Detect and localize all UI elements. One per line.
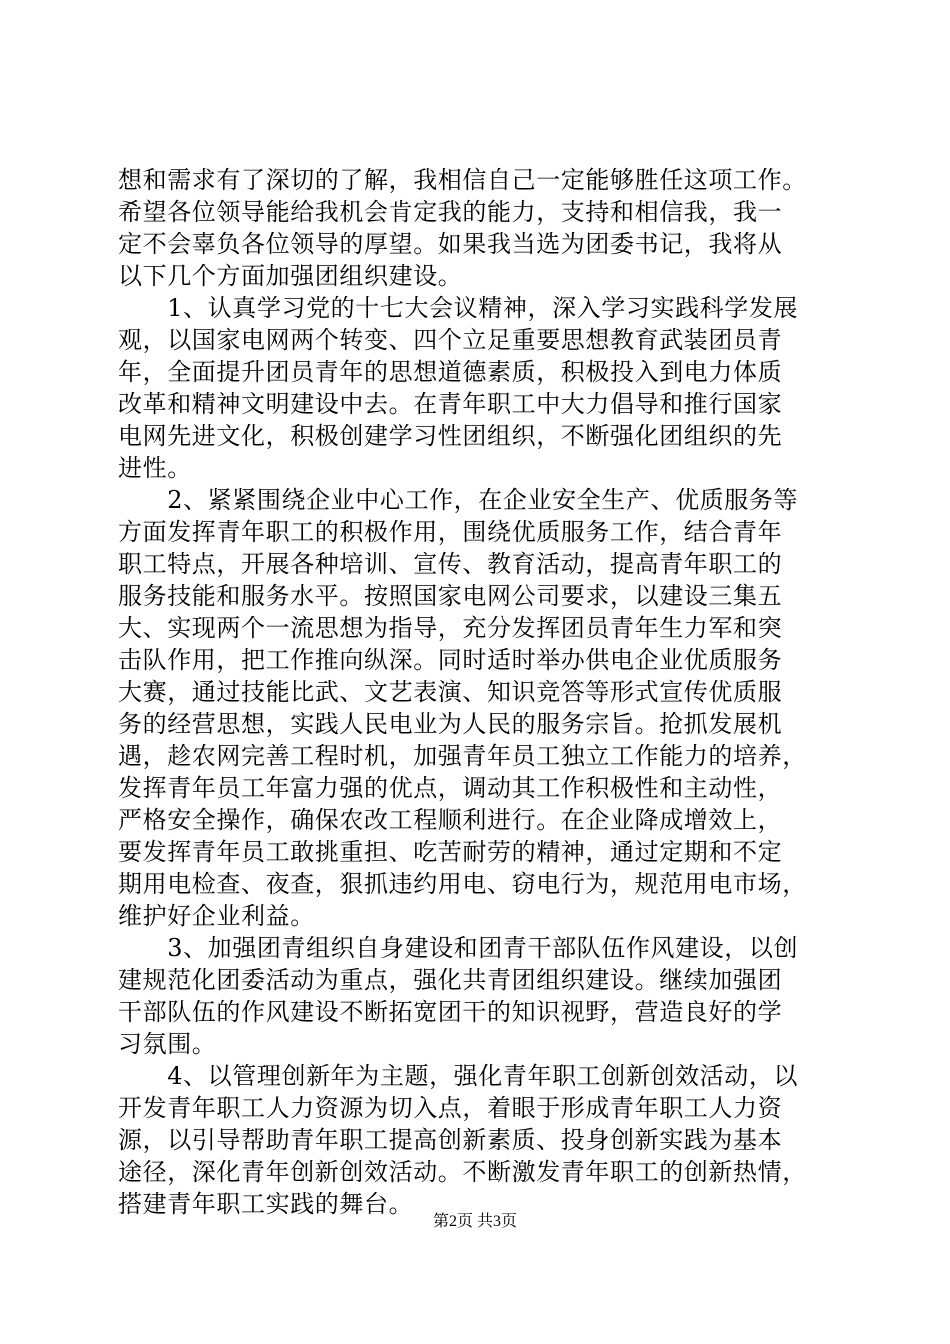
- text-line: 电网先进文化，积极创建学习性团组织，不断强化团组织的先: [118, 422, 783, 450]
- text-line: 遇，趁农网完善工程时机，加强青年员工独立工作能力的培养，: [118, 742, 807, 770]
- text-line: 服务技能和服务水平。按照国家电网公司要求，以建设三集五: [118, 582, 783, 610]
- text-line: 源，以引导帮助青年职工提高创新素质、投身创新实践为基本: [118, 1126, 783, 1154]
- text-line: 击队作用，把工作推向纵深。同时适时举办供电企业优质服务: [118, 646, 783, 674]
- text-line: 定不会辜负各位领导的厚望。如果我当选为团委书记，我将从: [118, 230, 783, 258]
- text-line: 进性。: [118, 454, 192, 482]
- document-body: [118, 164, 838, 1220]
- text-line: 严格安全操作，确保农改工程顺利进行。在企业降成增效上，: [118, 806, 783, 834]
- text-line: 搭建青年职工实践的舞台。: [118, 1190, 414, 1218]
- text-line: 1、认真学习党的十七大会议精神，深入学习实践科学发展: [118, 294, 799, 322]
- text-line: 3、加强团青组织自身建设和团青干部队伍作风建设，以创: [118, 934, 799, 962]
- text-line: 年，全面提升团员青年的思想道德素质，积极投入到电力体质: [118, 358, 783, 386]
- text-line: 观，以国家电网两个转变、四个立足重要思想教育武装团员青: [118, 326, 783, 354]
- text-line: 大赛，通过技能比武、文艺表演、知识竞答等形式宣传优质服: [118, 678, 783, 706]
- text-line: 以下几个方面加强团组织建设。: [118, 262, 463, 290]
- page-footer: 第2页 共3页: [432, 1213, 517, 1230]
- text-line: 要发挥青年员工敢挑重担、吃苦耐劳的精神，通过定期和不定: [118, 838, 783, 866]
- text-line: 发挥青年员工年富力强的优点，调动其工作积极性和主动性，: [118, 774, 783, 802]
- text-line: 2、紧紧围绕企业中心工作，在企业安全生产、优质服务等: [118, 486, 799, 514]
- text-line: 维护好企业利益。: [118, 902, 315, 930]
- text-line: 方面发挥青年职工的积极作用，围绕优质服务工作，结合青年: [118, 518, 783, 546]
- text-line: 希望各位领导能给我机会肯定我的能力，支持和相信我，我一: [118, 198, 783, 226]
- text-line: 4、以管理创新年为主题，强化青年职工创新创效活动，以: [118, 1062, 799, 1090]
- text-line: 想和需求有了深切的了解，我相信自己一定能够胜任这项工作。: [118, 166, 807, 194]
- text-line: 习氛围。: [118, 1030, 217, 1058]
- text-line: 开发青年职工人力资源为切入点，着眼于形成青年职工人力资: [118, 1094, 783, 1122]
- text-line: 改革和精神文明建设中去。在青年职工中大力倡导和推行国家: [118, 390, 783, 418]
- text-line: 建规范化团委活动为重点，强化共青团组织建设。继续加强团: [118, 966, 783, 994]
- text-line: 大、实现两个一流思想为指导，充分发挥团员青年生力军和突: [118, 614, 783, 642]
- text-line: 干部队伍的作风建设不断拓宽团干的知识视野，营造良好的学: [118, 998, 783, 1026]
- text-line: 务的经营思想，实践人民电业为人民的服务宗旨。抢抓发展机: [118, 710, 783, 738]
- text-line: 途径，深化青年创新创效活动。不断激发青年职工的创新热情，: [118, 1158, 807, 1186]
- text-line: 期用电检查、夜查，狠抓违约用电、窃电行为，规范用电市场，: [118, 870, 807, 898]
- text-line: 职工特点，开展各种培训、宣传、教育活动，提高青年职工的: [118, 550, 783, 578]
